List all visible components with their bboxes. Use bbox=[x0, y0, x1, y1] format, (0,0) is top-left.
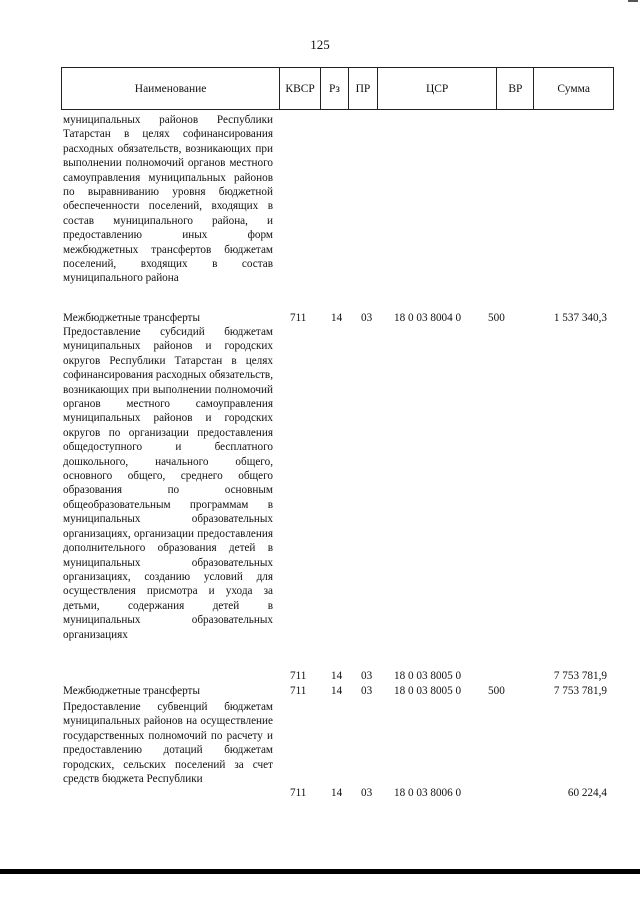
row-csr: 18 0 03 8004 0 bbox=[394, 312, 462, 324]
row-csr: 18 0 03 8005 0 bbox=[394, 670, 462, 682]
row-rz: 14 bbox=[331, 670, 343, 682]
row-rz: 14 bbox=[331, 685, 343, 697]
row-rz: 14 bbox=[331, 787, 343, 799]
row-rz: 14 bbox=[331, 312, 343, 324]
row-kvsr: 711 bbox=[290, 670, 307, 682]
row-pr: 03 bbox=[361, 312, 373, 324]
row-sum: 60 224,4 bbox=[567, 787, 607, 799]
row-kvsr: 711 bbox=[290, 312, 307, 324]
row-sum: 1 537 340,3 bbox=[553, 312, 607, 324]
row-pr: 03 bbox=[361, 685, 373, 697]
row-csr: 18 0 03 8005 0 bbox=[394, 685, 462, 697]
row-vr: 500 bbox=[488, 685, 505, 697]
page-number: 125 bbox=[310, 37, 330, 52]
row-sum: 7 753 781,9 bbox=[553, 685, 607, 697]
row-name: муниципальных районов Республики Татарстан в целях софинансирования расходных обязательств, возникающих при выполнении полномочий органов местного самоуправления муниципальных районов по выравниванию уровня бюджетной обеспеченности поселений, входящих в состав муниципального района, и предоставлению иных форм межбюджетных трансфертов бюджетам поселений, входящих в состав муниципального района bbox=[63, 114, 273, 285]
row-name: Межбюджетные трансферты bbox=[63, 685, 200, 697]
row-pr: 03 bbox=[361, 670, 373, 682]
row-csr: 18 0 03 8006 0 bbox=[394, 787, 462, 799]
header-vr: ВР bbox=[497, 68, 534, 109]
row-name: Предоставление субвенций бюджетам муниципальных районов на осуществление государственных полномочий по расчету и предоставлению дотаций бюджетам городских, сельских поселений за счет средств бюджета Республики bbox=[63, 701, 273, 786]
row-kvsr: 711 bbox=[290, 685, 307, 697]
row-sum: 7 753 781,9 bbox=[553, 670, 607, 682]
row-vr: 500 bbox=[488, 312, 505, 324]
table-header bbox=[61, 67, 614, 110]
row-name: Межбюджетные трансферты bbox=[63, 312, 200, 324]
scan-mark bbox=[628, 0, 638, 2]
header-kvsr: КВСР bbox=[280, 68, 321, 109]
header-sum: Сумма bbox=[557, 82, 590, 95]
header-rz: Рз bbox=[321, 68, 349, 109]
header-name: Наименование bbox=[62, 68, 280, 109]
row-name: Предоставление субсидий бюджетам муниципальных районов и городских округов Республики Татарстан в целях софинансирования расходных обязательств, возникающих при выполнении полномочий органов местного самоуправления муниципальных районов и городских округов по организации предоставления общедоступного и бесплатного дошкольного, начального общего, основного общего, среднего общего образования по основным общеобразовательным программам в муниципальных образовательных организациях, организации предоставления дополнительного образования детей в муниципальных образовательных организациях, созданию условий для осуществления присмотра и ухода за детьми, содержания детей в муниципальных образовательных организациях bbox=[63, 326, 274, 641]
row-kvsr: 711 bbox=[290, 787, 307, 799]
header-csr: ЦСР bbox=[378, 68, 498, 109]
bottom-rule bbox=[0, 869, 640, 874]
row-pr: 03 bbox=[361, 787, 373, 799]
header-pr: ПР bbox=[349, 68, 378, 109]
